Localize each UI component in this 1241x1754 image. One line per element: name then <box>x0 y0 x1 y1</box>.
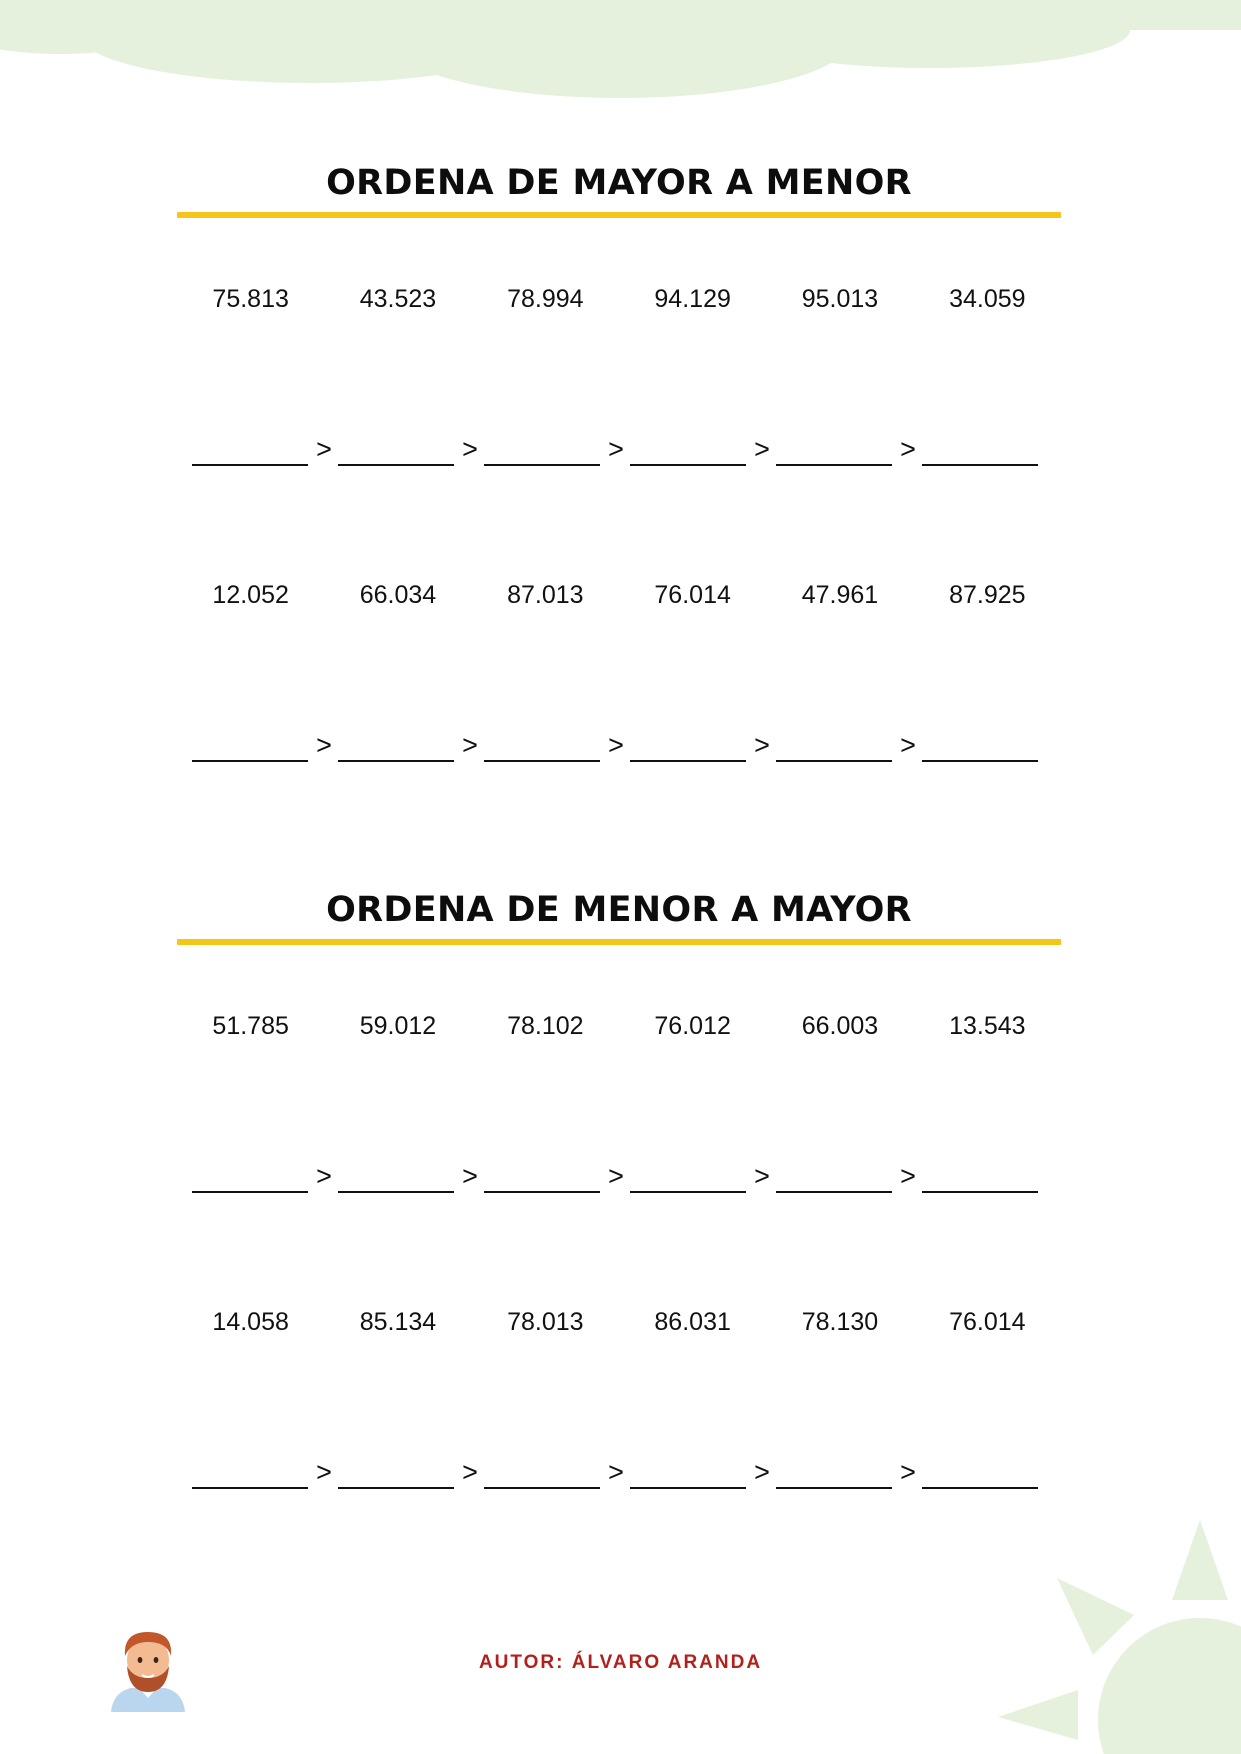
answer-row <box>177 1449 1061 1489</box>
number: 12.052 <box>212 581 289 609</box>
answer-row <box>177 426 1061 466</box>
answer-blank[interactable] <box>484 732 600 762</box>
comparison-symbol: > <box>462 1457 478 1487</box>
answer-blank[interactable] <box>922 436 1038 466</box>
answer-blank[interactable] <box>338 1163 454 1193</box>
comparison-symbol: > <box>900 730 916 760</box>
number: 14.058 <box>212 1308 289 1336</box>
number: 87.925 <box>949 581 1026 609</box>
comparison-symbol: > <box>316 434 332 464</box>
number: 66.003 <box>801 1012 879 1040</box>
comparison-symbol: > <box>608 1457 624 1487</box>
number: 66.034 <box>359 581 437 609</box>
numbers-row <box>177 580 1061 610</box>
number: 43.523 <box>359 285 437 313</box>
comparison-symbol: > <box>316 1457 332 1487</box>
comparison-symbol: > <box>316 730 332 760</box>
answer-blanks <box>177 1159 1061 1193</box>
answer-blank[interactable] <box>776 1163 892 1193</box>
numbers-row <box>177 284 1061 314</box>
number: 34.059 <box>949 285 1026 313</box>
answer-blank[interactable] <box>630 1163 746 1193</box>
comparison-symbol: > <box>608 1161 624 1191</box>
answer-blank[interactable] <box>484 436 600 466</box>
section-title: ORDENA DE MAYOR A MENOR <box>326 163 912 203</box>
answer-blank[interactable] <box>484 1459 600 1489</box>
comparison-symbol: > <box>754 434 770 464</box>
numbers-row <box>177 1011 1061 1041</box>
number: 13.543 <box>949 1012 1026 1040</box>
comparison-symbol: > <box>754 730 770 760</box>
comparison-symbol: > <box>754 1161 770 1191</box>
answer-row <box>177 1153 1061 1193</box>
comparison-symbol: > <box>608 434 624 464</box>
number: 76.012 <box>654 1012 731 1040</box>
number: 85.134 <box>359 1308 437 1336</box>
answer-row <box>177 722 1061 762</box>
comparison-symbol: > <box>462 1161 478 1191</box>
section-mayor-a-menor <box>177 158 1061 760</box>
number: 78.013 <box>507 1308 584 1336</box>
answer-blank[interactable] <box>338 732 454 762</box>
number: 59.012 <box>359 1012 437 1040</box>
number: 78.130 <box>801 1308 879 1336</box>
number: 75.813 <box>212 285 289 313</box>
answer-blank[interactable] <box>192 436 308 466</box>
sun-decoration-icon <box>990 1510 1241 1754</box>
title-divider <box>177 939 1061 945</box>
answer-blank[interactable] <box>776 436 892 466</box>
number: 78.994 <box>507 285 584 313</box>
comparison-symbol: > <box>608 730 624 760</box>
answer-blank[interactable] <box>192 732 308 762</box>
comparison-symbol: > <box>462 434 478 464</box>
number: 95.013 <box>801 285 879 313</box>
number: 94.129 <box>654 285 731 313</box>
number: 76.014 <box>949 1308 1026 1336</box>
answer-blank[interactable] <box>630 732 746 762</box>
answer-blank[interactable] <box>338 1459 454 1489</box>
comparison-symbol: > <box>900 1161 916 1191</box>
answer-blank[interactable] <box>922 1163 1038 1193</box>
number: 51.785 <box>212 1012 289 1040</box>
numbers-row <box>177 1307 1061 1337</box>
comparison-symbol: > <box>900 434 916 464</box>
section-title: ORDENA DE MENOR A MAYOR <box>326 890 912 930</box>
answer-blank[interactable] <box>192 1459 308 1489</box>
comparison-symbol: > <box>754 1457 770 1487</box>
answer-blank[interactable] <box>922 1459 1038 1489</box>
answer-blank[interactable] <box>630 1459 746 1489</box>
comparison-symbol: > <box>900 1457 916 1487</box>
number: 86.031 <box>654 1308 731 1336</box>
comparison-symbol: > <box>316 1161 332 1191</box>
author-credit: AUTOR: ÁLVARO ARANDA <box>478 1652 763 1673</box>
answer-blank[interactable] <box>338 436 454 466</box>
answer-blanks <box>177 1455 1061 1489</box>
number: 87.013 <box>507 581 584 609</box>
answer-blanks <box>177 432 1061 466</box>
answer-blank[interactable] <box>776 732 892 762</box>
comparison-symbol: > <box>462 730 478 760</box>
number: 76.014 <box>654 581 731 609</box>
answer-blank[interactable] <box>192 1163 308 1193</box>
cloud-decoration-icon <box>0 0 1241 110</box>
answer-blanks <box>177 728 1061 762</box>
answer-blank[interactable] <box>630 436 746 466</box>
title-divider <box>177 212 1061 218</box>
section-menor-a-mayor <box>177 885 1061 1487</box>
answer-blank[interactable] <box>922 732 1038 762</box>
answer-blank[interactable] <box>484 1163 600 1193</box>
number: 47.961 <box>801 581 879 609</box>
answer-blank[interactable] <box>776 1459 892 1489</box>
number: 78.102 <box>507 1012 584 1040</box>
